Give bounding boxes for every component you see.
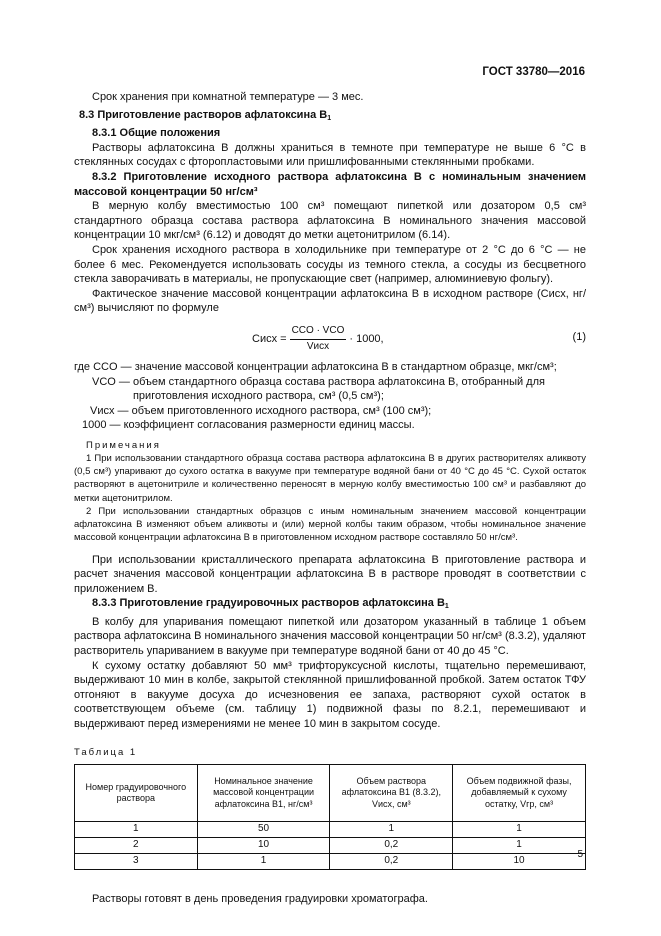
formula-tail: · 1000, xyxy=(349,332,384,345)
section-8-3-3-p2: К сухому остатку добавляют 50 мм³ трифторуксусной кислоты, тщательно перемешивают, выдерживают 10 мин в колбе, закрытой стеклянной пришлифованной пробкой. Затем остаток ТФУ отгоняют в вакууме досуха до исчезновения ее запаха, растворяют сухой остаток в соответствующем объеме (см. таблицу 1) подвижной фазы по 8.2.1, перемешивают и выдерживают перед измерениями не менее 10 мин в закрытом сосуде. xyxy=(74,659,586,731)
formula-numerator: CCO · VCO xyxy=(290,324,347,340)
table-cell: 50 xyxy=(197,822,330,838)
crystal-paragraph: При использовании кристаллического препарата афлатоксина B приготовление раствора и расчет значения массовой концентрации афлатоксина B в растворе проводят в соответствии с приложением В. xyxy=(74,553,586,595)
note-2: 2 При использовании стандартных образцов с иным номинальным значением массовой концентрации афлатоксина B изменяют объем аликвоты и (или) мерной колбы таким образом, чтобы номинальное значение массовой концентрации афлатоксина B в приготовленном исходном растворе составляло 50 нг/см³. xyxy=(74,505,586,544)
document-header: ГОСТ 33780—2016 xyxy=(482,66,585,78)
formula-lhs: Cисх = xyxy=(252,332,287,345)
table-cell: 10 xyxy=(453,854,586,870)
table-header-cell: Номер градуировочного раствора xyxy=(75,765,198,822)
table-header-cell: Номинальное значение массовой концентрации афлатоксина B1, нг/см³ xyxy=(197,765,330,822)
table-cell: 1 xyxy=(453,822,586,838)
table-header-cell: Объем раствора афлатоксина B1 (8.3.2), Vисх, см³ xyxy=(330,765,453,822)
section-8-3-3-title: 8.3.3 Приготовление градуировочных растворов афлатоксина $B_1$ xyxy=(92,597,449,611)
table-row xyxy=(75,822,586,838)
page-number: 5 xyxy=(577,849,583,860)
table-row xyxy=(75,838,586,854)
formula-denominator: Vисх xyxy=(306,340,330,352)
main-content xyxy=(74,90,586,907)
table-cell: 1 xyxy=(453,838,586,854)
where-item: где CCO — значение массовой концентрации афлатоксина B в стандартном образце, мкг/см³; xyxy=(74,360,557,373)
formula-number: (1) xyxy=(572,330,586,343)
table-header-cell: Объем подвижной фазы, добавляемый к сухому остатку, Vгр, см³ xyxy=(453,765,586,822)
where-item: 1000 — коэффициент согласования размерности единиц массы. xyxy=(82,419,415,432)
formula xyxy=(252,324,384,354)
table-cell: 0,2 xyxy=(330,838,453,854)
table-header-row xyxy=(75,765,586,822)
table-cell: 1 xyxy=(197,854,330,870)
table-title: Таблица 1 xyxy=(74,746,138,758)
final-paragraph: Растворы готовят в день проведения градуировки хроматографа. xyxy=(92,893,428,906)
where-item: Vисх — объем приготовленного исходного раствора, см³ (100 см³); xyxy=(90,404,432,417)
where-list xyxy=(74,360,586,433)
section-8-3-3-p1: В колбу для упаривания помещают пипеткой или дозатором указанный в таблице 1 объем раствора афлатоксина B номинального значения массовой концентрации 50 нг/см³ (8.3.2), удаляют растворитель упариванием в вакууме при температуре водяной бани от 40 до 45 °С. xyxy=(74,615,586,658)
storage-paragraph: Срок хранения при комнатной температуре — 3 мес. xyxy=(92,91,364,103)
table-cell: 3 xyxy=(75,854,198,870)
formula-fraction xyxy=(290,324,347,354)
notes-block xyxy=(74,439,586,545)
table-row xyxy=(75,854,586,870)
table-cell: 2 xyxy=(75,838,198,854)
section-8-3-2-p3: Фактическое значение массовой концентрации афлатоксина B в исходном растворе (Cисх, нг/см³) вычисляют по формуле xyxy=(74,287,586,315)
section-8-3-1-title: 8.3.1 Общие положения xyxy=(92,127,221,140)
section-8-3-title: 8.3 Приготовление растворов афлатоксина $B_1$ xyxy=(79,108,332,122)
note-1: 1 При использовании стандартного образца состава раствора афлатоксина B в других растворителях аликвоту (0,5 см³) упаривают до сухого остатка в вакууме при температуре водяной бани от 40 °С до 45 °С. Сухой остаток растворяют в ацетонитриле и количественно переносят в мерную колбу вместимостью 100 см³ и разбавляют до метки ацетонитрилом. xyxy=(74,453,586,504)
section-8-3-2-title: 8.3.2 Приготовление исходного раствора афлатоксина B с номинальным значением массовой концентрации 50 нг/см³ xyxy=(74,170,586,198)
table-cell: 0,2 xyxy=(330,854,453,870)
section-8-3-1-text: Растворы афлатоксина B должны храниться в темноте при температуре не выше 6 °С в стеклянных сосудах с фторопластовыми или пришлифованными стеклянными пробками. xyxy=(74,141,586,169)
table-cell: 1 xyxy=(330,822,453,838)
formula-block xyxy=(74,322,586,356)
where-item: VCO — объем стандартного образца состава раствора афлатоксина B, отобранный для приготовления исходного раствора, см³ (0,5 см³); xyxy=(92,375,545,403)
table-cell: 1 xyxy=(75,822,198,838)
calibration-table xyxy=(74,764,586,870)
notes-title: Примечания xyxy=(86,439,161,451)
table-cell: 10 xyxy=(197,838,330,854)
section-8-3-2-p1: В мерную колбу вместимостью 100 см³ помещают пипеткой или дозатором 0,5 см³ стандартного образца состава раствора афлатоксина B номинального значения массовой концентрации 10 мкг/см³ (6.12) и доводят до метки ацетонитрилом (6.14). xyxy=(74,200,586,242)
section-8-3-2-p2: Срок хранения исходного раствора в холодильнике при температуре от 2 °С до 6 °С — не более 6 мес. Рекомендуется использовать сосуды из темного стекла, а сосуды из бесцветного стекла заворачивать в материалы, не пропускающие свет (например, алюминиевую фольгу). xyxy=(74,243,586,286)
